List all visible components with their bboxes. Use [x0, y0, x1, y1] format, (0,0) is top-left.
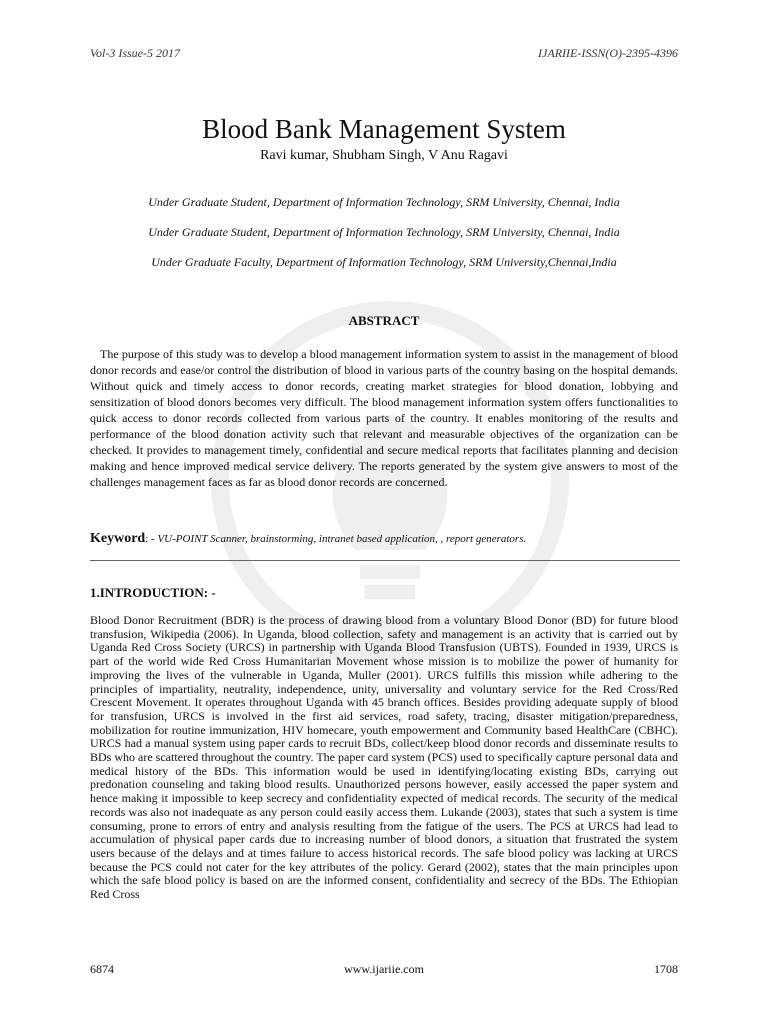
paper-authors: Ravi kumar, Shubham Singh, V Anu Ragavi — [260, 148, 508, 163]
section-divider — [90, 560, 680, 561]
affiliation-1: Under Graduate Student, Department of Information Technology, SRM University, Chennai, India — [148, 195, 620, 209]
footer-website-link[interactable]: www.ijariie.com — [344, 962, 424, 976]
introduction-body: Blood Donor Recruitment (BDR) is the process of drawing blood from a voluntary Blood Donor (BD) for future blood transfusion, Wikipedia (2006). In Uganda, blood collection, safety and management is an activity that is carried out by Uganda Red Cross Society (URCS) in partnership with Uganda Blood Transfusion (UBTS). Founded in 1939, URCS is part of the world wide Red Cross Humanitarian Movement whose mission is to mobilize the power of humanity for improving the lives of the vulnerable in Uganda, Muller (2001). URCS fulfills this mission while adhering to the principles of impartiality, neutrality, independence, unity, universality and voluntary service for the Red Cross/Red Crescent Movement. It operates throughout Uganda with 45 branch offices. Besides providing adequate supply of blood for transfusion, URCS is involved in the first aid services, road safety, tracing, disaster mitigation/preparedness, mobilization for routine immunization, HIV homecare, youth empowerment and Community based HealthCare (CBHC). URCS had a manual system using paper cards to recruit BDs, collect/keep blood donor records and disseminate results to BDs who are scattered throughout the country. The paper card system (PCS) used to specifically capture personal data and medical history of the BDs. This information would be used in identifying/locating existing BDs, carrying out predonation counseling and taking blood results. Unauthorized persons however, easily accessed the paper system and hence making it impossible to keep secrecy and confidentiality expected of medical records. The security of the medical records was also not inadequate as any person could easily access them. Lukande (2003), states that such a system is time consuming, prone to errors of entry and analysis resulting from the fatigue of the users. The PCS at URCS had lead to accumulation of physical paper cards due to increasing number of blood donors, a situation that frustrated the system users because of the delays and at times failure to access historical records. The safe blood policy was lacking at URCS because the PCS could not cater for the key attributes of the policy. Gerard (2002), states that the main principles upon which the safe blood policy is based on are the informed consent, confidentiality and secrecy of the BDs. The Ethiopian Red Cross — [90, 613, 678, 902]
introduction-heading: 1.INTRODUCTION: - — [90, 585, 216, 600]
affiliation-2: Under Graduate Student, Department of Information Technology, SRM University, Chennai, India — [148, 225, 620, 239]
keywords-text: VU-POINT Scanner, brainstorming, intranet based application, , report generators. — [157, 533, 527, 545]
journal-issn: IJARIIE-ISSN(O)-2395-4396 — [538, 46, 678, 60]
footer-page-number: 1708 — [654, 962, 678, 976]
keywords-separator: : - — [145, 533, 158, 545]
affiliation-3: Under Graduate Faculty, Department of Information Technology, SRM University,Chennai,India — [151, 255, 617, 269]
journal-volume: Vol-3 Issue-5 2017 — [90, 46, 180, 60]
footer-paper-number: 6874 — [90, 962, 114, 976]
keywords-label: Keyword — [90, 531, 146, 546]
keywords-line — [90, 531, 690, 547]
abstract-body: The purpose of this study was to develop a blood management information system to assist in the management of blood donor records and ease/or control the distribution of blood in various parts of the country basing on the hospital demands. Without quick and timely access to donor records, creating market strategies for blood donation, lobbying and sensitization of blood donors becomes very difficult. The blood management information system offers functionalities to quick access to donor records collected from various parts of the country. It enables monitoring of the results and performance of the blood donation activity such that relevant and measurable objectives of the organization can be checked. It provides to management timely, confidential and secure medical reports that facilitates planning and decision making and hence improved medical service delivery. The reports generated by the system give answers to most of the challenges management faces as far as blood donor records are concerned. — [90, 347, 678, 489]
abstract-heading: ABSTRACT — [348, 313, 420, 328]
paper-title: Blood Bank Management System — [202, 114, 566, 144]
